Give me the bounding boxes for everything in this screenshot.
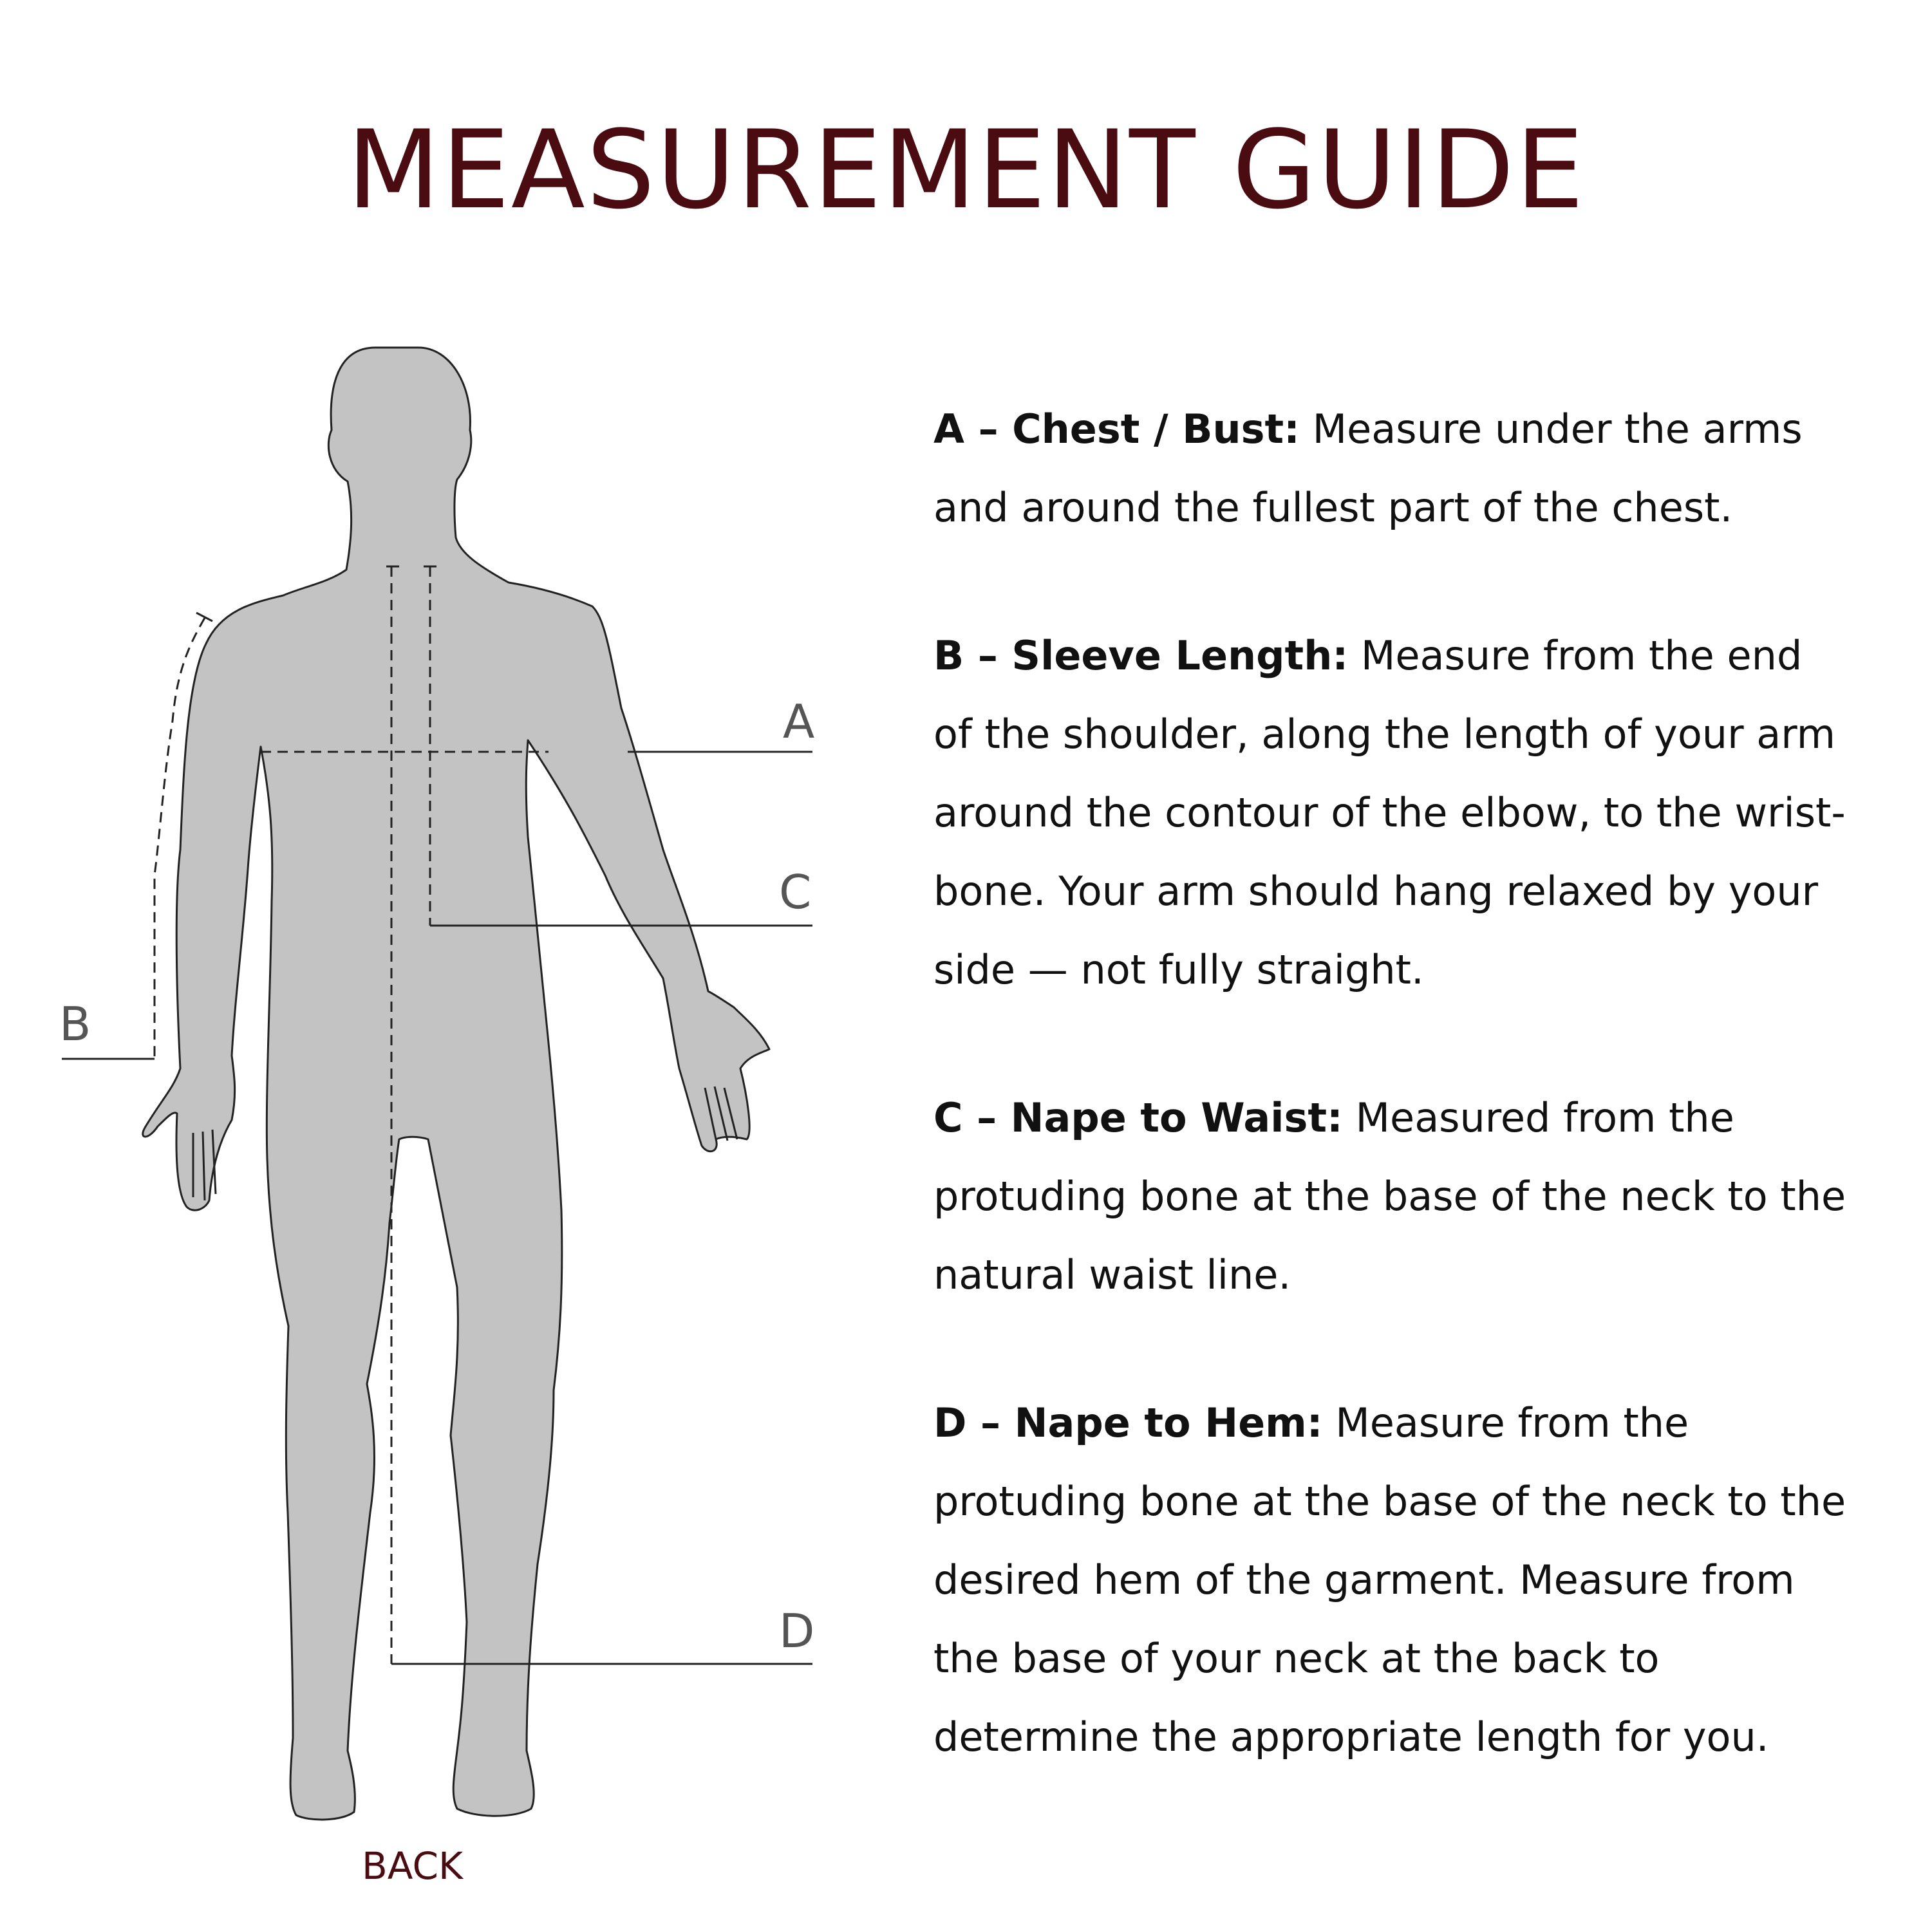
instruction-heading: B – Sleeve Length: [933,632,1349,679]
instruction-heading: A – Chest / Bust: [933,406,1300,452]
instruction-text: Measure under the arms and around the fullest part of the chest. [933,406,1803,531]
page-title: MEASUREMENT GUIDE [346,107,1586,233]
measurement-instructions [933,390,1848,1846]
view-label-back: BACK [362,1844,463,1888]
instruction-text: Measure from the protuding bone at the base of the neck to the desired hem of the garment. Measure from the base of your neck at the back to determine the appropriate length for you. [933,1399,1846,1760]
instruction-heading: C – Nape to Waist: [933,1094,1343,1141]
label-a: A [783,695,815,749]
instruction-heading: D – Nape to Hem: [933,1399,1323,1446]
body-silhouette [143,348,769,1820]
instruction-text: Measured from the protuding bone at the base of the neck to the natural waist line. [933,1094,1846,1298]
instruction-nape-hem [933,1384,1848,1777]
instruction-chest [933,390,1848,547]
label-d: D [779,1604,815,1658]
instruction-text: Measure from the end of the shoulder, along the length of your arm around the contour of the elbow, to the wrist-bone. Your arm should hang relaxed by your side — not fully straight. [933,632,1846,993]
label-b: B [59,997,91,1051]
instruction-nape-waist [933,1079,1848,1314]
label-c: C [779,865,812,919]
instruction-sleeve [933,617,1848,1009]
